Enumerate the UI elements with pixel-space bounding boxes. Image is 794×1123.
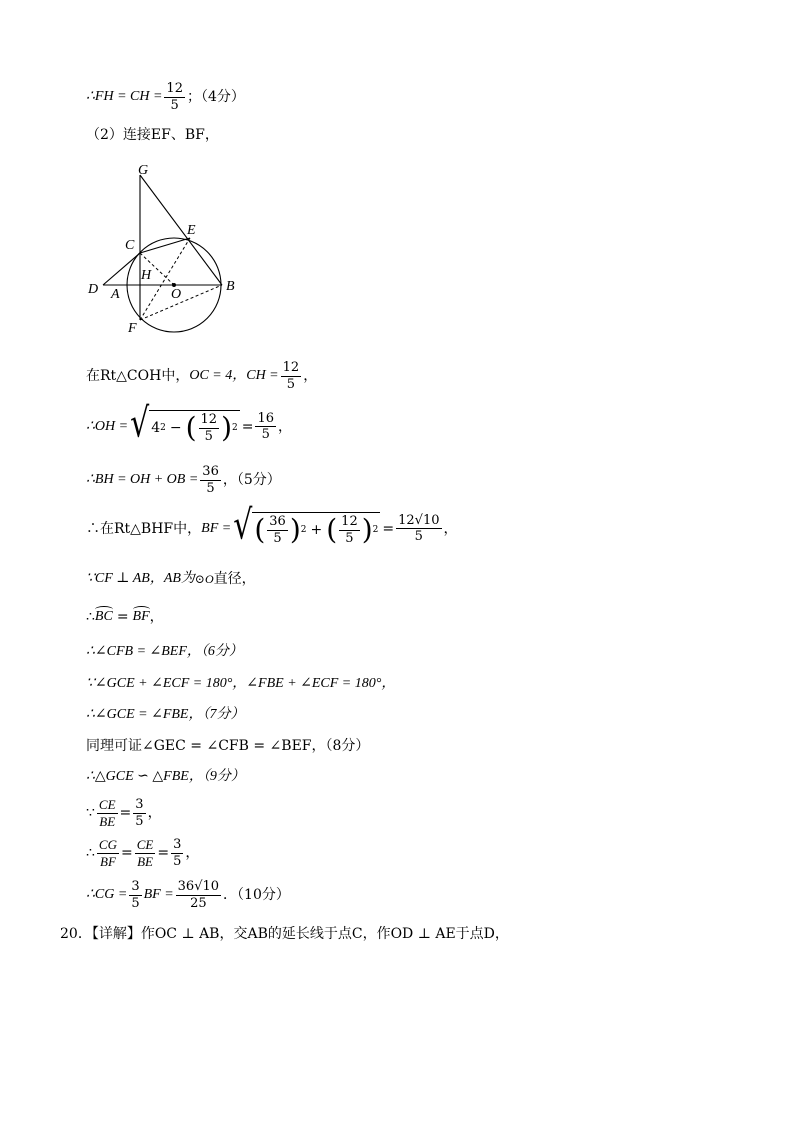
solution-line-14: ∵ $\frac{CE}{BE}$ = $\frac{3}{5}$ ， bbox=[86, 797, 162, 829]
fraction: $\frac{12}{5}$ bbox=[166, 81, 183, 113]
label-o: O bbox=[171, 287, 182, 302]
fraction: $\frac{12}{5}$ bbox=[282, 360, 300, 392]
geometry-figure bbox=[82, 160, 252, 340]
label-a: A bbox=[111, 287, 120, 302]
label-c: C bbox=[125, 238, 135, 253]
solution-line-10: ∵∠GCE + ∠ECF = 180°，∠FBE + ∠ECF = 180°， bbox=[86, 676, 396, 691]
solution-line-11: ∴∠GCE = ∠FBE，（7分） bbox=[86, 707, 245, 722]
segment-dc bbox=[103, 253, 140, 285]
solution-line-8: ∴ BC = BF ， bbox=[86, 609, 164, 625]
fraction: $\frac{3}{5}$ bbox=[173, 837, 182, 869]
fraction: $\frac{36√10}{25}$ bbox=[177, 879, 220, 911]
solution-line-3: 在Rt△COH中， OC = 4，CH = $\frac{12}{5}$ ， bbox=[86, 360, 318, 392]
fraction: $\frac{36}{5}$ bbox=[202, 464, 219, 496]
solution-line-9: ∴∠CFB = ∠BEF，（6分） bbox=[86, 644, 243, 659]
fraction: $\frac{CE}{BE}$ bbox=[98, 797, 116, 829]
label-g: G bbox=[138, 163, 149, 178]
square-root: √ ( $\frac{36}{5}$ ) 2 + ( $\frac{12}{5}$ ) 2 bbox=[233, 502, 379, 550]
label-h: H bbox=[141, 268, 152, 283]
solution-line-1: ∴FH = CH = $\frac{12}{5}$ ；（4分） bbox=[86, 81, 245, 113]
solution-line-15: ∴ $\frac{CG}{BF}$ = $\frac{CE}{BE}$ = $\frac{3}{5}$ ， bbox=[86, 837, 200, 869]
fraction: $\frac{CE}{BE}$ bbox=[136, 837, 154, 869]
solution-line-5: ∴BH = OH + OB = $\frac{36}{5}$ ，（5分） bbox=[86, 464, 281, 496]
arc-bf: BF bbox=[132, 609, 150, 624]
label-d: D bbox=[88, 282, 99, 297]
fraction: $\frac{3}{5}$ bbox=[131, 879, 140, 911]
segment-ce bbox=[140, 238, 190, 253]
label-e: E bbox=[187, 223, 196, 238]
fraction: $\frac{16}{5}$ bbox=[257, 410, 275, 443]
fraction: $\frac{3}{5}$ bbox=[135, 797, 144, 829]
solution-line-12: 同理可证∠GEC = ∠CFB = ∠BEF，（8分） bbox=[86, 738, 370, 754]
fraction: $\frac{12√10}{5}$ bbox=[398, 512, 440, 545]
segment-gb bbox=[140, 175, 222, 285]
solution-line-6: ∴在Rt△BHF中， BF = √ ( $\frac{36}{5}$ ) 2 + ( $\frac{12}{5}$ ) 2 = $\frac{12√10}{5}$ ， bbox=[86, 502, 458, 550]
label-b: B bbox=[226, 279, 235, 294]
arc-bc: BC bbox=[94, 609, 113, 624]
square-root: √ 4 2 − ( $\frac{12}{5}$ ) 2 bbox=[130, 400, 238, 448]
solution-line-13: ∴△GCE ∽ △FBE，（9分） bbox=[86, 769, 245, 784]
label-f: F bbox=[128, 321, 137, 336]
solution-line-4: ∴OH = √ 4 2 − ( $\frac{12}{5}$ ) 2 = $\frac{16}{5}$ ， bbox=[86, 400, 293, 448]
solution-line-2: （2）连接EF、BF， bbox=[86, 127, 219, 143]
fraction: $\frac{CG}{BF}$ bbox=[98, 837, 117, 869]
solution-line-7: ∵CF ⊥ AB，AB为 ⊙O 直径， bbox=[86, 571, 256, 587]
solution-line-16: ∴CG = $\frac{3}{5}$ BF = $\frac{36√10}{25}$ ．（10分） bbox=[86, 879, 290, 911]
solution-line-17: 20．【详解】作OC ⊥ AB，交AB的延长线于点C，作OD ⊥ AE于点D， bbox=[60, 926, 509, 942]
